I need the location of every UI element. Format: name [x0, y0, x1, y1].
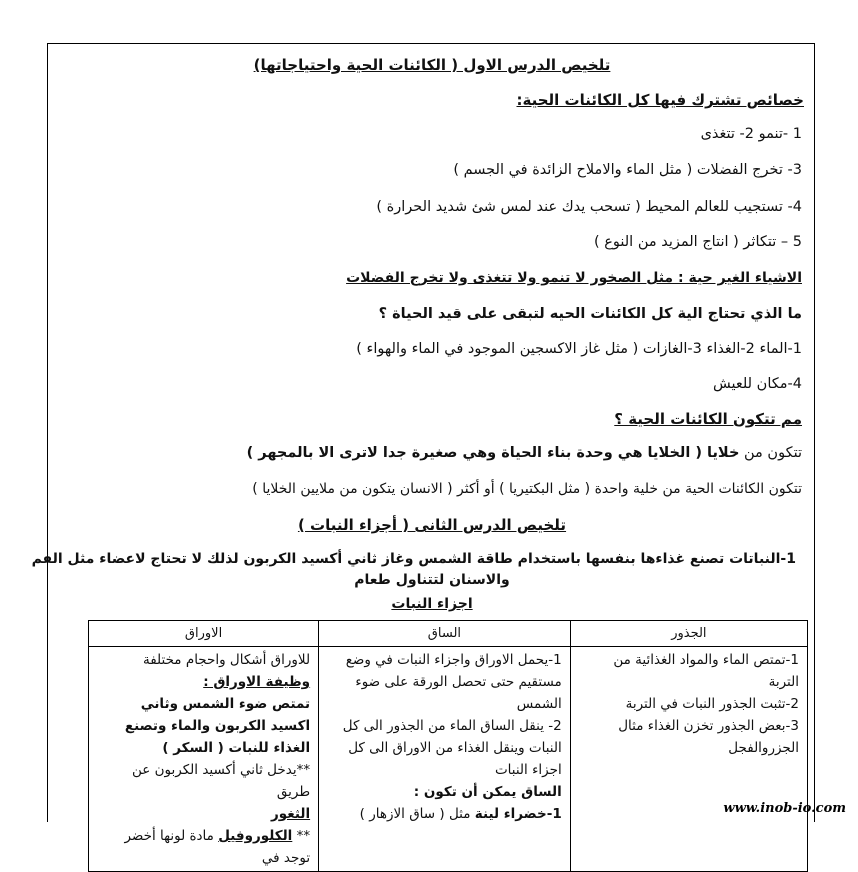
cells-definition: خلايا ( الخلايا هي وحدة بناء الحياة وهي صغيرة جدا لاترى الا بالمجهر )	[246, 445, 740, 461]
trait-line-3: 3- تخرج الفضلات ( مثل الماء والاملاح الزائدة في الجسم )	[453, 162, 802, 178]
lesson2-point1-line1: 1-النباتات تصنع غذاءها بنفسها باستخدام طاقة الشمس وغاز ثاني أكسيد الكربون لذلك لا تحتاج لاعضاء مثل الفم	[31, 551, 796, 567]
stem-item-2: 2- ينقل الساق الماء من الجذور الى كل النبات وينقل الغذاء من الاوراق الى كل اجزاء النبات	[342, 718, 562, 778]
stem-cell	[319, 647, 571, 872]
roots-item-2: 2-تثبت الجذور النبات في التربة	[625, 696, 799, 712]
lesson2-point1-line2: والاسنان لتتناول طعام	[354, 572, 510, 588]
needs-line-1: 1-الماء 2-الغذاء 3-الغازات ( مثل غاز الاكسجين الموجود في الماء والهواء )	[356, 341, 802, 357]
plant-parts-table	[88, 620, 808, 872]
leaves-function-text: تمتص ضوء الشمس وثاني اكسيد الكربون والماء وتصنع الغذاء للنبات ( السكر )	[124, 696, 311, 756]
document-page	[31, 43, 815, 866]
trait-line-5: 5 – تتكاثر ( انتاج المزيد من النوع )	[593, 234, 802, 250]
roots-item-1: 1-تمتص الماء والمواد الغذائية من التربة	[613, 652, 799, 690]
chlorophyll-rest: مادة لونها أخضر توجد في	[124, 828, 311, 866]
leaves-intro: للاوراق أشكال واحجام مختلفة	[142, 652, 311, 668]
leaves-stomata: الثغور	[271, 806, 311, 822]
cells-line-2: تتكون الكائنات الحية من خلية واحدة ( مثل البكتيريا ) أو أكثر ( الانسان يتكون من ملايين الخلايا )	[252, 481, 802, 497]
header-leaves: الاوراق	[89, 621, 319, 647]
footer-watermark: www.inob-io.com	[723, 801, 846, 816]
leaves-cell	[89, 647, 319, 872]
cells-line-1	[247, 445, 802, 461]
leaves-chlorophyll-line	[97, 825, 310, 869]
needs-question: ما الذي تحتاج الية كل الكائنات الحيه لتبقى على قيد الحياة ؟	[378, 306, 802, 322]
plant-parts-heading: اجزاء النبات	[391, 596, 473, 612]
common-traits-heading: خصائص تشترك فيها كل الكائنات الحية:	[516, 91, 804, 109]
chlorophyll-bullet: **	[292, 828, 311, 844]
roots-item-3: 3-بعض الجذور تخزن الغذاء مثال الجزروالفجل	[618, 718, 799, 756]
leaves-co2-line: **يدخل ثاني أكسيد الكربون عن طريق	[132, 762, 311, 800]
header-stem: الساق	[319, 621, 571, 647]
trait-line-4: 4- تستجيب للعالم المحيط ( تسحب يدك عند لمس شئ شديد الحرارة )	[376, 199, 802, 215]
roots-cell	[570, 647, 807, 872]
chlorophyll-word: الكلوروفيل	[218, 828, 293, 844]
lesson1-title: تلخيص الدرس الاول ( الكائنات الحية واحتياجاتها)	[253, 56, 611, 74]
table-header-row	[89, 621, 808, 647]
lesson2-title: تلخيص الدرس الثانى ( أجزاء النبات )	[297, 516, 567, 534]
stem-type-1-label: 1-خضراء لينة	[474, 806, 562, 822]
header-roots: الجذور	[570, 621, 807, 647]
nonliving-heading: الاشياء الغير حية : مثل الصخور لا تنمو ولا تتغذى ولا تخرج الفضلات	[346, 270, 802, 286]
made-of-heading: مم تتكون الكائنات الحية ؟	[614, 410, 802, 428]
needs-line-2: 4-مكان للعيش	[713, 376, 802, 392]
leaves-function-heading: وظيفة الاوراق :	[203, 674, 311, 690]
trait-line-1: 1 -تنمو 2- تتغذى	[700, 126, 802, 142]
cells-prefix: تتكون من	[739, 445, 802, 461]
stem-types-heading: الساق يمكن أن تكون :	[413, 784, 562, 800]
stem-item-1: 1-يحمل الاوراق واجزاء النبات في وضع مستقيم حتى تحصل الورقة على ضوء الشمس	[345, 652, 562, 712]
table-body-row	[89, 647, 808, 872]
stem-type-1-example: مثل ( ساق الازهار )	[359, 806, 475, 822]
stem-type-1	[327, 803, 562, 825]
